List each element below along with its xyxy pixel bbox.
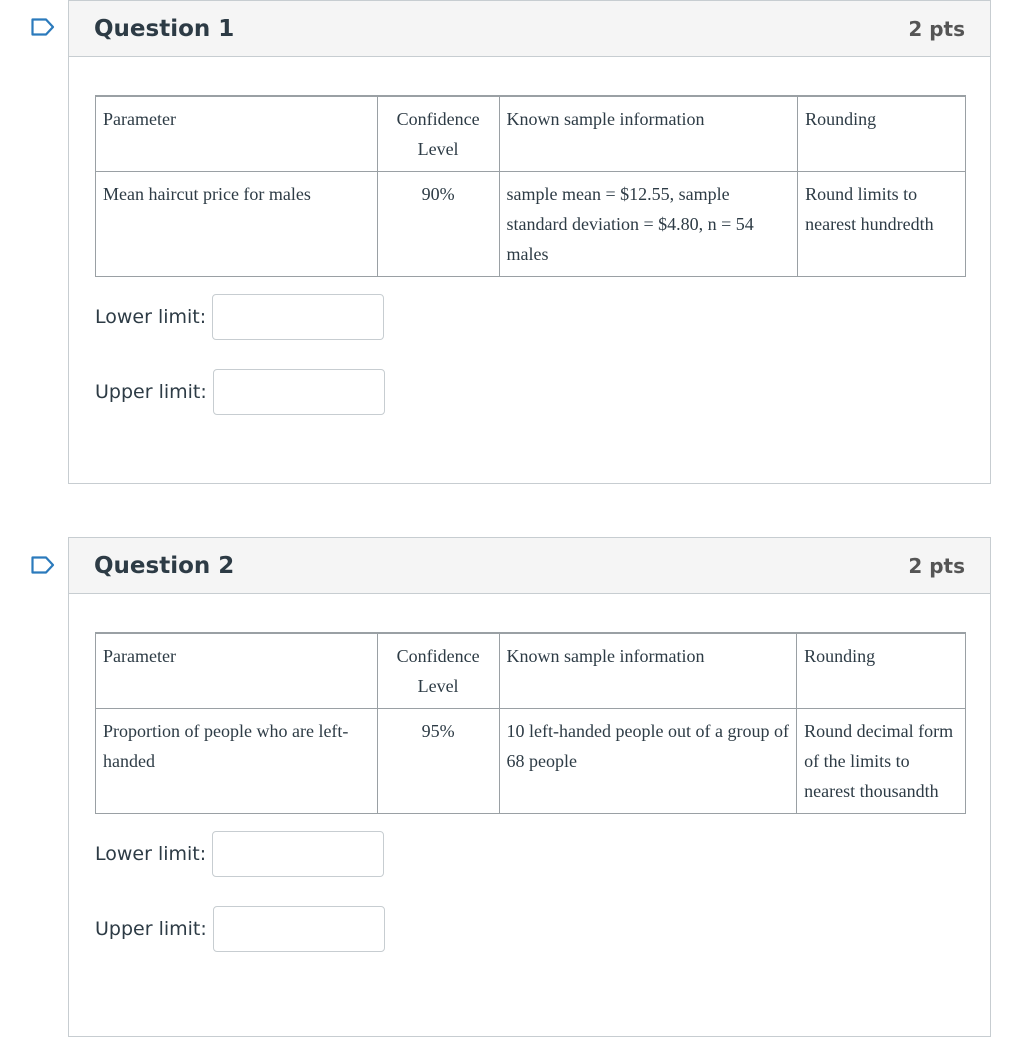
lower-limit-input[interactable] [212,831,384,877]
question-2 [68,537,991,1037]
table-row [96,709,966,814]
header-parameter: Parameter [96,633,378,709]
cell-rounding: Round decimal form of the limits to nearest thousandth [797,709,966,814]
cell-known-sample-information: sample mean = $12.55, sample standard deviation = $4.80, n = 54 males [499,172,798,277]
table-header-row [96,96,966,172]
lower-limit-input[interactable] [212,294,384,340]
header-known-sample-information: Known sample information [499,96,798,172]
flag-question-2-icon[interactable] [31,556,55,574]
header-parameter: Parameter [96,96,378,172]
header-rounding: Rounding [797,633,966,709]
cell-rounding: Round limits to nearest hundredth [798,172,966,277]
header-confidence-level: Confidence Level [377,96,499,172]
cell-confidence-level: 90% [377,172,499,277]
upper-limit-row [95,905,965,953]
upper-limit-input[interactable] [213,369,385,415]
lower-limit-label: Lower limit: [95,306,207,328]
question-title: Question 1 [94,15,235,42]
table-header-row [96,633,966,709]
question-body [69,57,990,416]
cell-confidence-level: 95% [377,709,499,814]
question-body [69,594,990,953]
lower-limit-row [95,293,965,341]
cell-known-sample-information: 10 left-handed people out of a group of 68 people [499,709,797,814]
question-title: Question 2 [94,552,235,579]
question-points: 2 pts [908,16,965,41]
upper-limit-row [95,368,965,416]
cell-parameter: Proportion of people who are left-handed [96,709,378,814]
cell-parameter: Mean haircut price for males [96,172,378,277]
question-table [95,95,966,277]
question-header [69,538,990,594]
question-points: 2 pts [908,553,965,578]
upper-limit-label: Upper limit: [95,918,207,940]
upper-limit-label: Upper limit: [95,381,207,403]
upper-limit-input[interactable] [213,906,385,952]
question-header [69,1,990,57]
lower-limit-row [95,830,965,878]
flag-question-1-icon[interactable] [31,18,55,36]
question-table [95,632,966,814]
header-known-sample-information: Known sample information [499,633,797,709]
header-confidence-level: Confidence Level [377,633,499,709]
header-rounding: Rounding [798,96,966,172]
table-row [96,172,966,277]
lower-limit-label: Lower limit: [95,843,207,865]
question-1 [68,0,991,484]
